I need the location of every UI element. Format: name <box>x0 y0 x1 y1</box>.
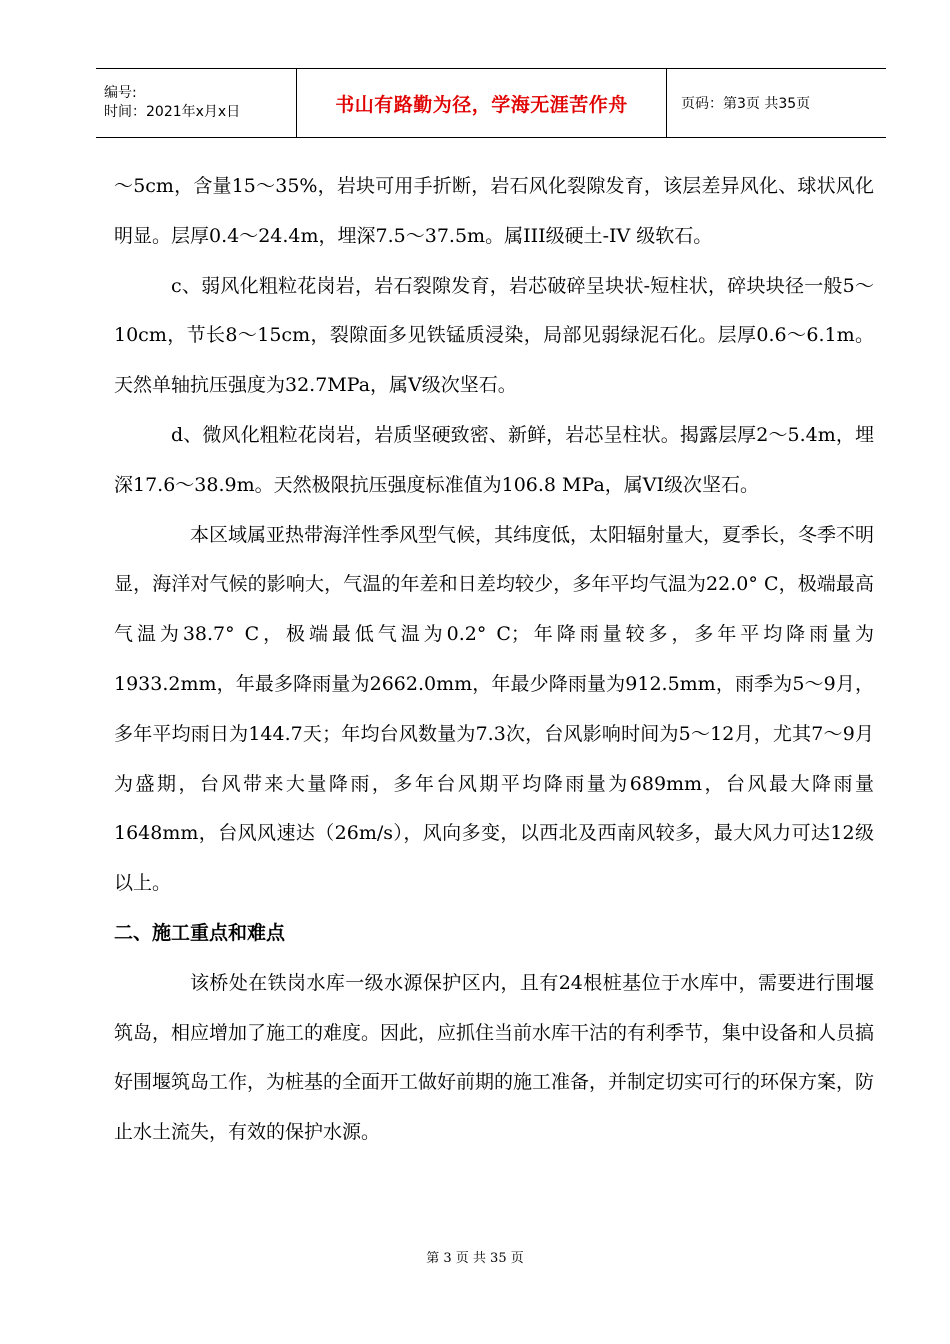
page-header <box>96 68 886 138</box>
header-meta <box>96 69 297 137</box>
paragraph: 该桥处在铁岗水库一级水源保护区内，且有24根桩基位于水库中，需要进行围堰筑岛，相应增加了施工的难度。因此，应抓住当前水库干沽的有利季节，集中设备和人员搞好围堰筑岛工作，为桩基的全面开工做好前期的施工准备，并制定切实可行的环保方案，防止水土流失，有效的保护水源。 <box>114 971 875 1144</box>
section-heading: 二、施工重点和难点 <box>114 921 286 944</box>
time-label: 时间：2021年x月x日 <box>104 104 241 120</box>
paragraph: d、微风化粗粒花岗岩，岩质坚硬致密、新鲜，岩芯呈柱状。揭露层厚2～5.4m，埋深17.6～38.9m。天然极限抗压强度标准值为106.8 MPa，属VI级次坚石。 <box>114 423 874 496</box>
page-info: 页码：第3页 共35页 <box>681 96 811 112</box>
paragraph: ～5cm，含量15～35%，岩块可用手折断，岩石风化裂隙发育，该层差异风化、球状风化明显。层厚0.4～24.4m，埋深7.5～37.5m。属III级硬土-IV 级软石。 <box>114 175 874 247</box>
header-motto: 书山有路勤为径，学海无涯苦作舟 <box>335 93 628 116</box>
header-motto-cell <box>297 69 667 137</box>
code-label: 编号: <box>104 85 137 101</box>
paragraph: 本区域属亚热带海洋性季风型气候，其纬度低，太阳辐射量大，夏季长，冬季不明显，海洋对气候的影响大，气温的年差和日差均较少，多年平均气温为22.0° C，极端最高气温为38.7° C，极端最低气温为0.2° C；年降雨量较多，多年平均降雨量为1933.2mm，年最多降雨量为2662.0mm，年最少降雨量为912.5mm，雨季为5～9月，多年平均雨日为144.7天；年均台风数量为7.3次，台风影响时间为5～12月，尤其7～9月为盛期，台风带来大量降雨，多年台风期平均降雨量为689mm，台风最大降雨量1648mm，台风风速达（26m/s），风向多变，以西北及西南风较多，最大风力可达12级以上。 <box>114 523 875 895</box>
page-footer: 第 3 页 共 35 页 <box>426 1251 524 1266</box>
paragraph: c、弱风化粗粒花岗岩，岩石裂隙发育，岩芯破碎呈块状-短柱状，碎块块径一般5～10cm，节长8～15cm，裂隙面多见铁锰质浸染，局部见弱绿泥石化。层厚0.6～6.1m。天然单轴抗压强度为32.7MPa，属V级次坚石。 <box>114 274 874 397</box>
header-page-info-cell <box>667 69 886 137</box>
document-body <box>114 162 874 1158</box>
